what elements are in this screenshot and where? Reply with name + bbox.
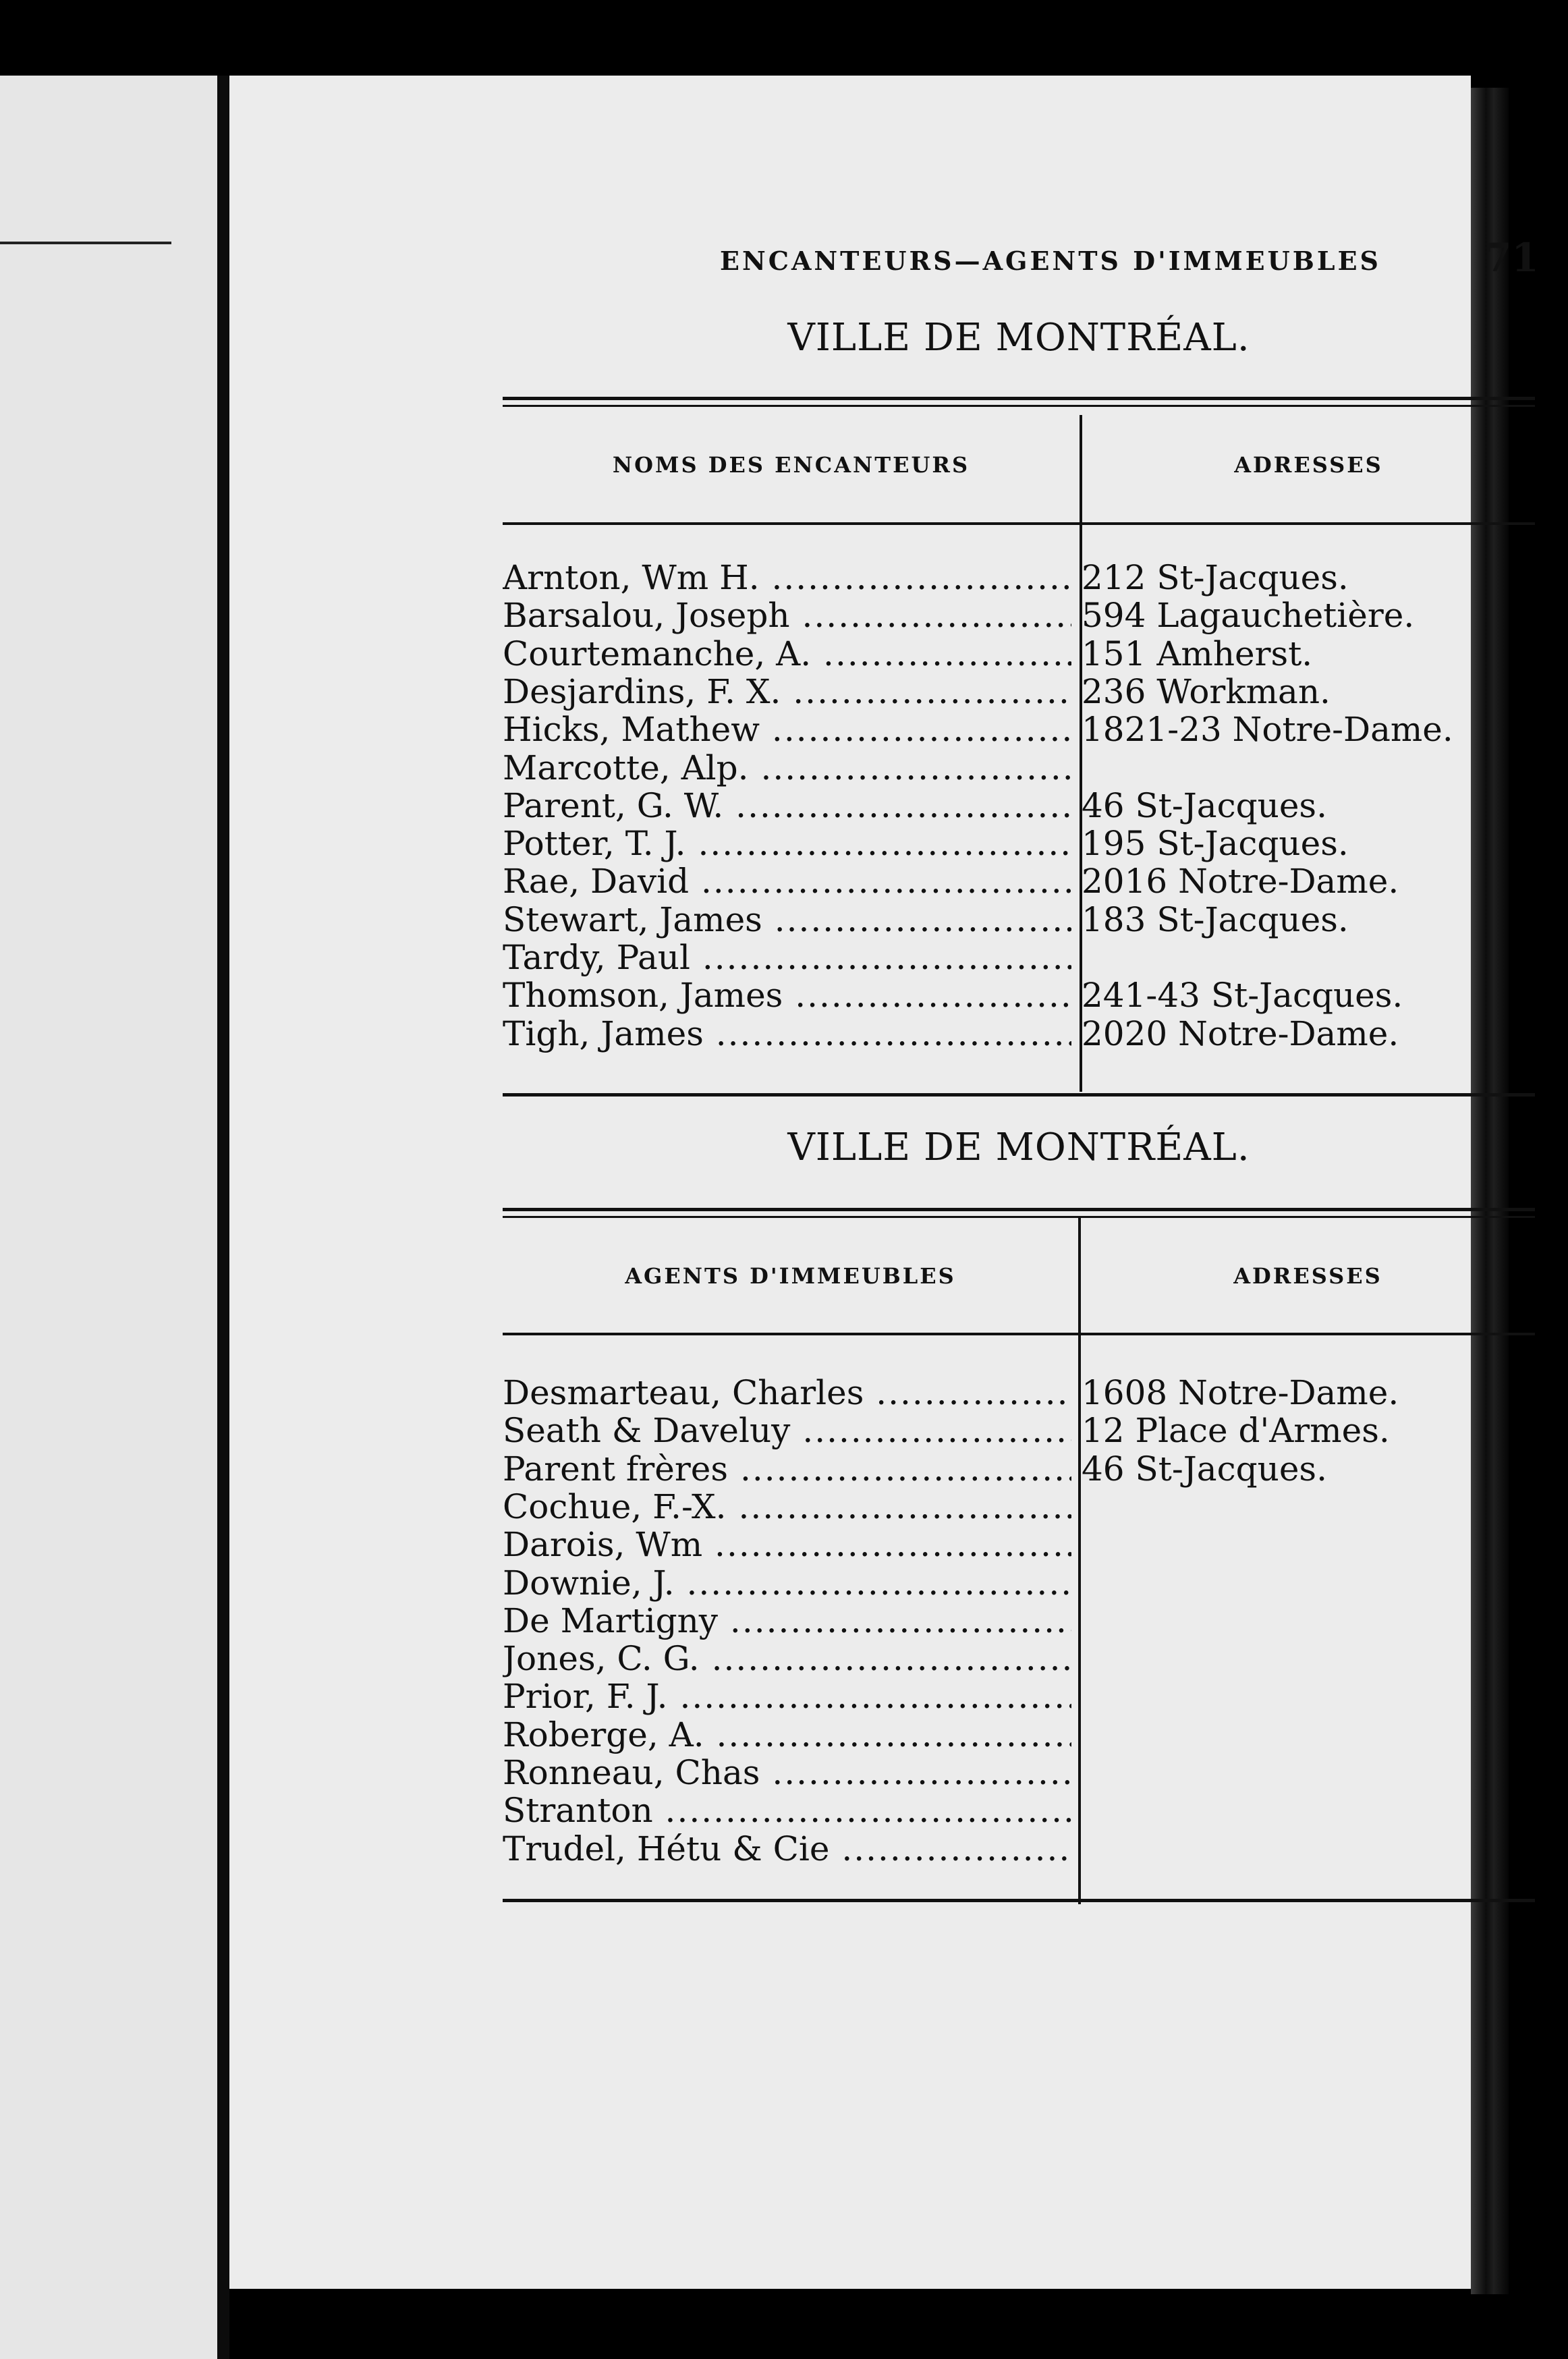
list-item — [503, 596, 1535, 634]
entry-name: Hicks, Mathew ..... — [503, 711, 1071, 748]
facing-page-rule — [0, 242, 171, 244]
entry-name: Potter, T. J. ..... — [503, 825, 1071, 862]
entry-name: Roberge, A. ..... — [503, 1716, 1071, 1754]
entry-address: 195 St-Jacques. — [1082, 824, 1349, 864]
list-item — [503, 1677, 1535, 1715]
list-item — [503, 1526, 1535, 1563]
list-item — [503, 1754, 1535, 1792]
agents-bottom-rule — [503, 1899, 1535, 1902]
entry-name: Stranton ..... — [503, 1792, 1071, 1829]
entry-name: Downie, J. ..... — [503, 1564, 1071, 1602]
entry-name: Ronneau, Chas ..... — [503, 1754, 1071, 1792]
entry-name: Tardy, Paul ..... — [503, 939, 1071, 976]
list-item — [503, 559, 1535, 596]
running-head: ENCANTEURS—AGENTS D'IMMEUBLES — [720, 246, 1381, 276]
agents-top-rule-thin — [503, 1216, 1535, 1218]
list-item — [503, 1602, 1535, 1640]
entry-name: Parent frères ..... — [503, 1450, 1071, 1488]
entry-name: Trudel, Hétu & Cie ..... — [503, 1830, 1071, 1868]
auctioneers-col-name: NOMS DES ENCANTEURS — [612, 452, 970, 478]
list-item — [503, 1015, 1535, 1053]
list-item — [503, 1564, 1535, 1602]
entry-name: Courtemanche, A. ..... — [503, 635, 1071, 673]
auctioneers-top-rule — [503, 397, 1535, 400]
page-edge — [1471, 88, 1509, 2294]
entry-name: Thomson, James ..... — [503, 976, 1071, 1014]
entry-address: 183 St-Jacques. — [1082, 899, 1349, 939]
auctioneers-title: VILLE DE MONTRÉAL. — [787, 316, 1250, 360]
entry-address: 594 Lagauchetière. — [1082, 596, 1415, 636]
entry-name: Prior, F. J. ..... — [503, 1677, 1071, 1715]
agents-col-address: ADRESSES — [1233, 1263, 1382, 1289]
entry-name: Desmarteau, Charles ..... — [503, 1374, 1071, 1412]
entry-name: Cochue, F.-X. ..... — [503, 1488, 1071, 1526]
list-item — [503, 787, 1535, 825]
entry-address: 212 St-Jacques. — [1082, 558, 1349, 597]
list-item — [503, 1830, 1535, 1868]
list-item — [503, 1412, 1535, 1449]
entry-name: Rae, David ..... — [503, 862, 1071, 900]
entry-name: De Martigny ..... — [503, 1602, 1071, 1640]
entry-name: Seath & Daveluy ..... — [503, 1412, 1071, 1449]
agents-title: VILLE DE MONTRÉAL. — [787, 1126, 1250, 1169]
entry-address: 151 Amherst. — [1082, 634, 1313, 673]
list-item — [503, 1488, 1535, 1526]
list-item — [503, 1792, 1535, 1829]
auctioneers-top-rule-thin — [503, 405, 1535, 407]
list-item — [503, 1716, 1535, 1754]
entry-name: Parent, G. W. ..... — [503, 787, 1071, 825]
auctioneers-col-address: ADRESSES — [1234, 452, 1383, 478]
list-item — [503, 939, 1535, 976]
entry-address: 2020 Notre-Dame. — [1082, 1014, 1399, 1053]
list-item — [503, 673, 1535, 711]
list-item — [503, 901, 1535, 939]
agents-header-rule — [503, 1333, 1535, 1335]
list-item — [503, 749, 1535, 787]
entry-name: Stewart, James ..... — [503, 901, 1071, 939]
list-item — [503, 1640, 1535, 1677]
agents-top-rule — [503, 1208, 1535, 1211]
list-item — [503, 862, 1535, 900]
page-number: 71 — [1484, 235, 1539, 281]
entry-name: Jones, C. G. ..... — [503, 1640, 1071, 1677]
entry-address: 2016 Notre-Dame. — [1082, 862, 1399, 901]
list-item — [503, 635, 1535, 673]
entry-address: 12 Place d'Armes. — [1082, 1411, 1390, 1451]
entry-address: 241-43 St-Jacques. — [1082, 976, 1403, 1016]
auctioneers-header-rule — [503, 522, 1535, 525]
entry-name: Desjardins, F. X. ..... — [503, 673, 1071, 711]
entry-name: Tigh, James ..... — [503, 1015, 1071, 1053]
entry-name: Arnton, Wm H. ..... — [503, 559, 1071, 596]
list-item — [503, 976, 1535, 1014]
agents-col-name: AGENTS D'IMMEUBLES — [625, 1263, 956, 1289]
entry-name: Marcotte, Alp. ..... — [503, 749, 1071, 787]
list-item — [503, 825, 1535, 862]
directory-page — [229, 76, 1539, 2289]
facing-page-edge — [0, 76, 217, 2359]
entry-address: 1608 Notre-Dame. — [1082, 1373, 1399, 1412]
book-gutter — [217, 76, 229, 2359]
list-item — [503, 1374, 1535, 1412]
list-item — [503, 1450, 1535, 1488]
entry-name: Darois, Wm ..... — [503, 1526, 1071, 1563]
entry-address: 236 Workman. — [1082, 671, 1331, 711]
entry-address: 1821-23 Notre-Dame. — [1082, 710, 1453, 750]
entry-name: Barsalou, Joseph ..... — [503, 596, 1071, 634]
list-item — [503, 711, 1535, 748]
entry-address: 46 St-Jacques. — [1082, 1449, 1327, 1489]
entry-address: 46 St-Jacques. — [1082, 785, 1327, 825]
auctioneers-bottom-rule — [503, 1093, 1535, 1097]
